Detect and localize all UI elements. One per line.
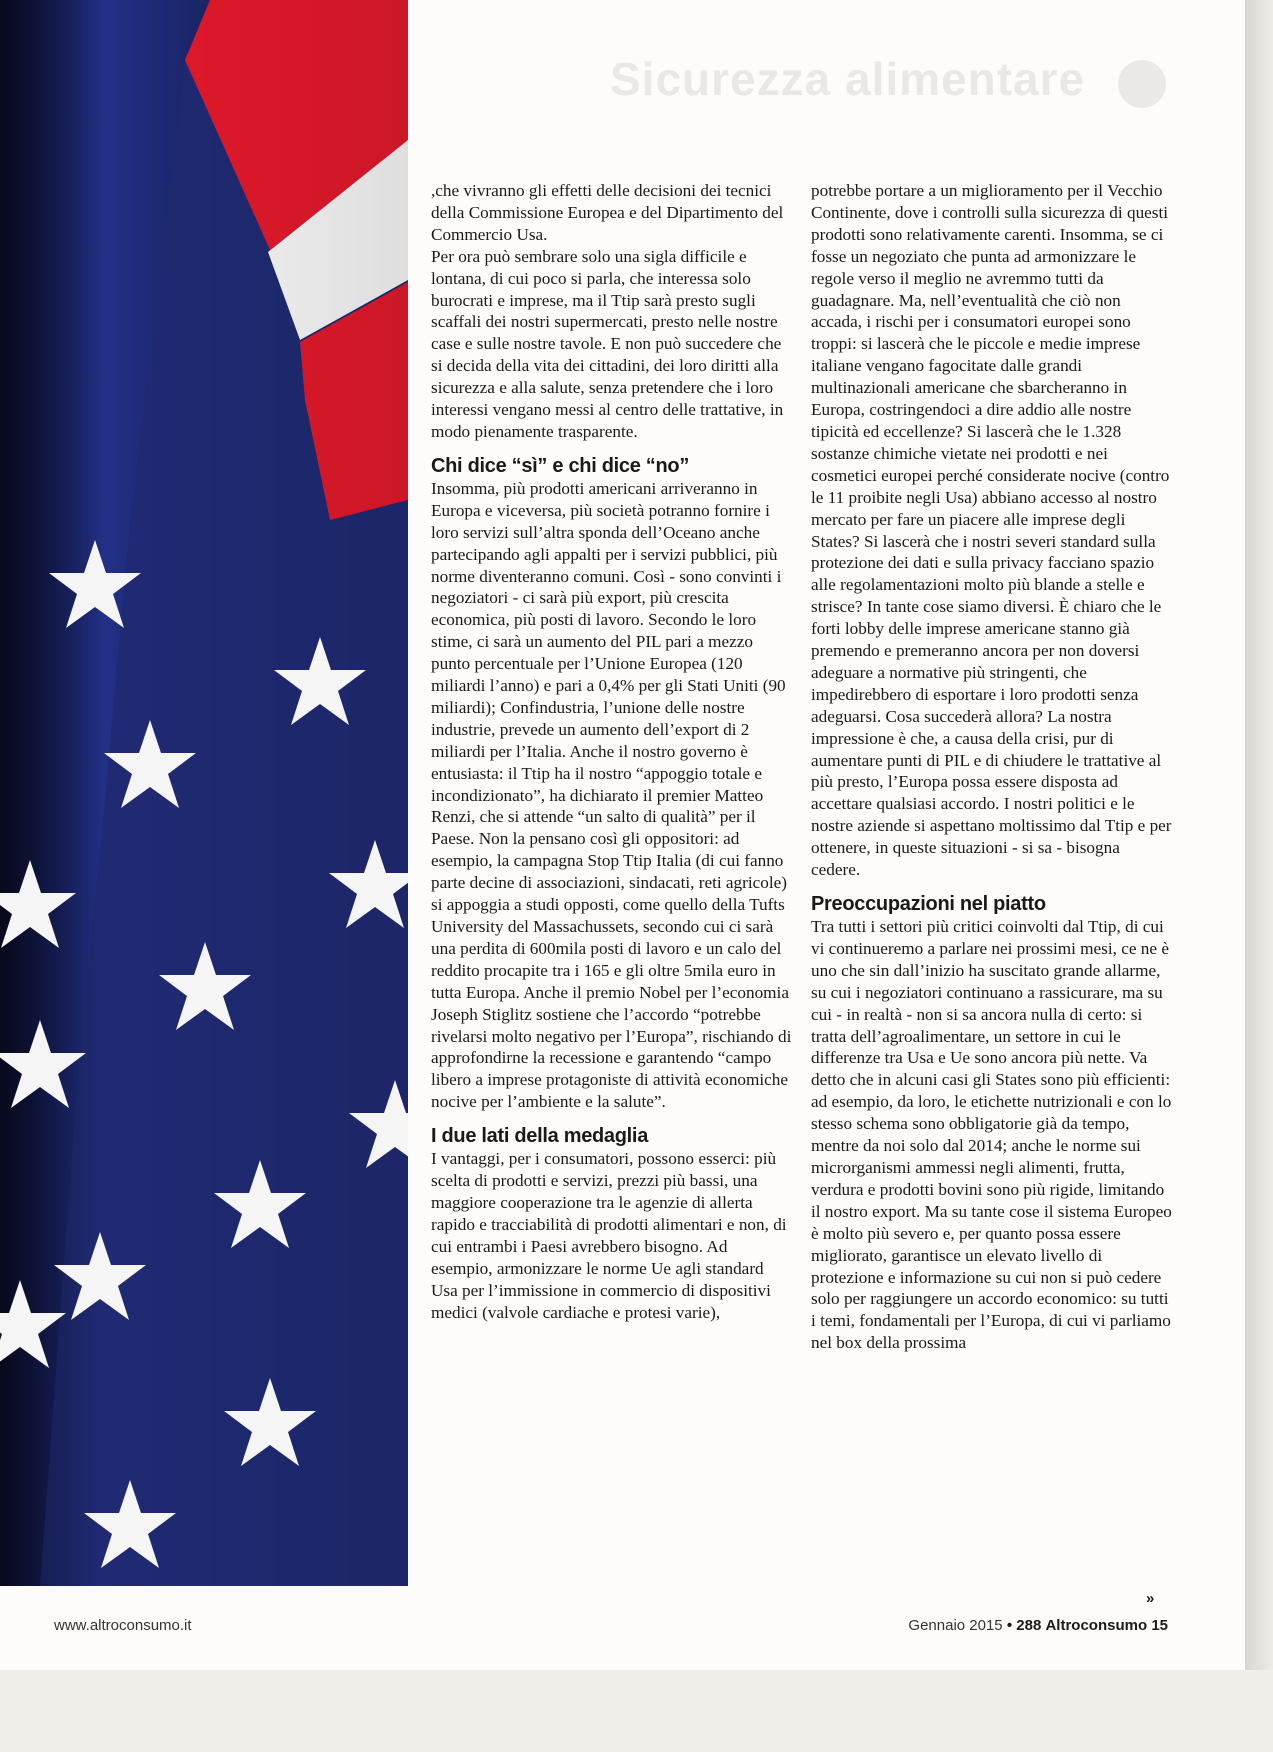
footer-website: www.altroconsumo.it <box>54 1617 192 1634</box>
paragraph: potrebbe portare a un miglioramento per il Vecchio Continente, dove i controlli sulla sicurezza di questi prodotti sono relativamente carenti. Insomma, se ci fosse un negoziato che punta ad armonizzare le regole verso il meglio ne avremmo tutti da guadagnare. Ma, nell’eventualità che ciò non accada, i rischi per i consumatori europei sono troppi: si lascerà che le piccole e medie imprese italiane vengano fagocitate dalle grandi multinazionali americane che sbarcheranno in Europa, costringendoci a dire addio alle nostre tipicità ed eccellenze? Si lascerà che le 1.328 sostanze chimiche vietate nei prodotti e nei cosmetici europei perché considerate nocive (contro le 11 proibite negli Usa) abbiano accesso al nostro mercato per fare un piacere alle imprese degli States? Si lascerà che i nostri severi standard sulla protezione dei dati e sulla privacy facciano spazio alle regolamentazioni molto più blande a stelle e strisce? In tante cose siamo diversi. È chiaro che le forti lobby delle imprese americane stanno già premendo e premeranno ancora per non doversi adeguare a normative più stringenti, che impedirebbero di esportare i loro prodotti senza adeguarsi. Cosa succederà allora? La nostra impressione è che, a causa della crisi, pur di aumentare punti di PIL e di chiudere le trattative al più presto, l’Europa possa essere disposta ad accettare qualsiasi accordo. I nostri politici e le nostre aziende si aspettano moltissimo dal Ttip e per ottenere, in queste situazioni - si sa - bisogna cedere. <box>811 181 1172 880</box>
continue-mark: » <box>1146 1590 1155 1607</box>
issue-date: Gennaio 2015 <box>908 1617 1003 1634</box>
section-icon-bleedthrough <box>1118 60 1166 108</box>
scan-margin <box>0 1670 1273 1752</box>
paragraph: I vantaggi, per i consumatori, possono esserci: più scelta di prodotti e servizi, prezzi più bassi, una maggiore cooperazione tra le agenzie di allerta rapido e tracciabilità di prodotti alimentari e non, di cui entrambi i Paesi avrebbero bisogno. Ad esempio, armonizzare le norme Ue agli standard Usa per l’immissione in commercio di dispositivi medici (valvole cardiache e protesi varie), <box>431 1149 787 1322</box>
section-heading: Preoccupazioni nel piatto <box>811 893 1046 915</box>
page-number: 15 <box>1151 1617 1168 1634</box>
page-edge <box>1245 0 1273 1670</box>
footer-separator: • <box>1006 1617 1013 1634</box>
section-heading: I due lati della medaglia <box>431 1125 649 1148</box>
section-header-bleedthrough: Sicurezza alimentare <box>610 53 1086 105</box>
paragraph: Insomma, più prodotti americani arriveranno in Europa e viceversa, più società potranno fornire i loro servizi sull’altra sponda dell’Oceano anche partecipando agli appalti per i servizi pubblici, più norme diventeranno comuni. Così - sono convinti i negoziatori - ci sarà più export, più crescita economica, più posti di lavoro. Secondo le loro stime, ci sarà un aumento del PIL pari a mezzo punto percentuale per l’Unione Europea (120 miliardi l’anno) e pari a 0,4% per gli Stati Uniti (90 miliardi); Confindustria, l’unione delle nostre industrie, prevede un aumento dell’export di 2 miliardi per l’Italia. Anche il nostro governo è entusiasta: il Ttip ha il nostro “appoggio totale e incondizionato”, ha dichiarato il premier Matteo Renzi, che si attende “un salto di qualità” per il Paese. Non la pensano così gli oppositori: ad esempio, la campagna Stop Ttip Italia (di cui fanno parte decine di associazioni, sindacati, reti agricole) si appoggia a studi opposti, come quello della Tufts University del Massachussets, secondo cui ci sarà una perdita di 600mila posti di lavoro e un calo del reddito procapite tra i 165 e gli oltre 5mila euro in tutta Europa. Anche il premio Nobel per l’economia Joseph Stiglitz sostiene che l’accordo “potrebbe rivelarsi molto negativo per l’Europa”, rischiando di approfondirne la recessione e garantendo “campo libero a imprese protagoniste di attività economiche nocive per l’ambiente e la salute”. <box>431 478 792 1112</box>
paragraph: Tra tutti i settori più critici coinvolti dal Ttip, di cui vi continueremo a parlare nei prossimi mesi, ce ne è uno che sin dall’inizio ha suscitato grande allarme, su cui i negoziatori continuano a rassicurare, ma su cui - in realtà - non si sa ancora nulla di certo: si tratta dell’agroalimentare, un settore in cui le differenze tra Usa e Ue sono ancora più nette. Va detto che in alcuni casi gli States sono più efficienti: ad esempio, da loro, le etichette nutrizionali e con lo stesso schema sono obbligatorie già da tempo, mentre da noi solo dal 2014; anche le norme sui microrganismi ammessi negli alimenti, frutta, verdura e prodotti bovini sono più rigide, limitando il nostro export. Ma su tante cose il sistema Europeo è molto più severo e, per quanto possa essere migliorato, garantisce un elevato livello di protezione e informazione su cui non si può cedere solo per raggiungere un accordo economico: su tutti i temi, fondamentali per l’Europa, di cui vi parliamo nel box della prossima <box>811 917 1172 1353</box>
article-column-right <box>811 180 1172 1354</box>
american-flag-image <box>0 0 408 1586</box>
paragraph: Per ora può sembrare solo una sigla difficile e lontana, di cui poco si parla, che interessa solo burocrati e imprese, ma il Ttip sarà presto sugli scaffali dei nostri supermercati, presto nelle nostre case e sulle nostre tavole. E non può succedere che si decida della vita dei cittadini, dei loro diritti alla sicurezza e alla salute, senza pretendere che i loro interessi vengano messi al centro delle trattative, in modo pienamente trasparente. <box>431 246 784 441</box>
article-column-left <box>431 180 792 1323</box>
paragraph: ,che vivranno gli effetti delle decisioni dei tecnici della Commissione Europea e del Dipartimento del Commercio Usa. <box>431 181 784 244</box>
section-heading: Chi dice “sì” e chi dice “no” <box>431 454 690 477</box>
issue-number: 288 <box>1016 1617 1042 1634</box>
magazine-name: Altroconsumo <box>1045 1617 1148 1634</box>
footer-info <box>908 1617 1168 1634</box>
